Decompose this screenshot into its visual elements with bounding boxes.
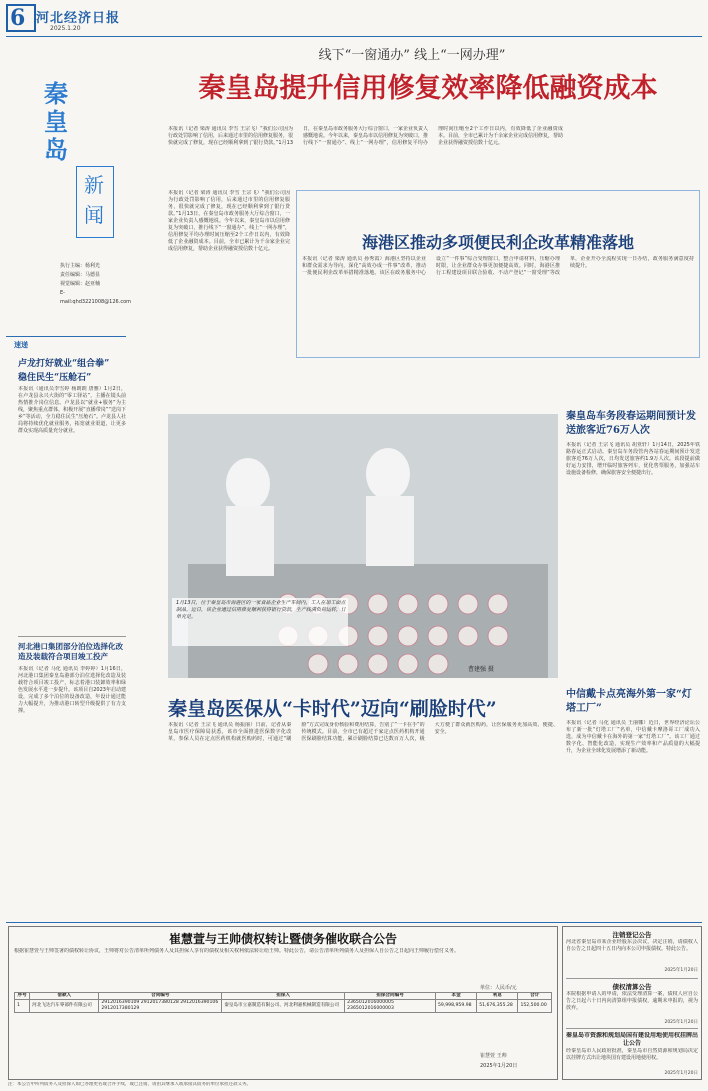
sidebar-section: 新闻 bbox=[84, 173, 104, 227]
table-cell: 152,500.00 bbox=[518, 1000, 552, 1013]
classified-divider bbox=[566, 1028, 698, 1029]
sidebar bbox=[0, 40, 131, 1040]
second-story-text: 本报讯（记者 梁涛 通讯员 孙秀霞）海港区坚持以企业和群众需求为导向，深化“高效办成一件事”改革，推动一批便民利企改革举措精准落地。该区在政务服务中心设立“一件事”综合受理窗口，整合申请材料，压缩办理时限，让企业群众办事更加便捷高效。同时，海港区推行工程建设项目联合验收、不动产登记“一窗受理”等改革，企业开办全流程实现一日办结，政务服务满意度持续提升。 bbox=[302, 256, 694, 276]
sidebar-city: 秦皇岛 bbox=[44, 79, 68, 164]
photo-credit: 曹建强 摄 bbox=[468, 666, 494, 673]
classified-text: 河北省秦皇岛市某企业经股东会决议，决定注销，请债权人自公告之日起四十五日内向本公司申报债权。特此公告。 bbox=[566, 939, 698, 952]
footer-note: 注：本公告中所列债务人及担保人如已办理更名或合并手续，或已注销，请由其继承人或承接其债务的单位承担还款义务。 bbox=[8, 1082, 251, 1087]
medical-headline: 秦皇岛医保从“卡时代”迈向“刷脸时代” bbox=[168, 698, 497, 720]
credit-line: 执行主编：杨利光 bbox=[60, 263, 101, 269]
table-cell: 59,998,959.98 bbox=[435, 1000, 476, 1013]
notice-signer: 崔慧萱 王帅 bbox=[480, 1053, 507, 1059]
notice-unit: 单位：人民币/元 bbox=[480, 985, 517, 991]
top-kicker: 线下“一窗通办” 线上“一网办理” bbox=[318, 48, 506, 63]
credit-line: E-mail:qhd3221008@126.com bbox=[60, 290, 131, 305]
photo-caption: 1月13日，位于秦皇岛市海港区的一家食品企业生产车间内，工人在加工面点制品。近日，该企业通过信用修复顺利获得银行贷款，生产线满负荷运转，订单充足。 bbox=[176, 600, 346, 620]
credit-line: 视觉编辑：赵亚楠 bbox=[60, 281, 101, 287]
paper-name: 河北经济日报 bbox=[36, 11, 121, 26]
brief1-title: 卢龙打好就业“组合拳” bbox=[18, 359, 110, 369]
brief1-subtitle: 稳住民生“压舱石” bbox=[18, 373, 92, 383]
column-header: 合计 bbox=[518, 993, 552, 1000]
page-number: 6 bbox=[10, 5, 26, 31]
brief-label: 速递 bbox=[14, 341, 28, 349]
brief2-text: 本报讯（记者 马化 通讯员 李婷婷）1月16日，河北港口集团秦皇岛港部分泊位选择化改造及装载符合项目竣工投产，标志着港口装卸效率和绿色发展水平进一步提升。该项目自2023年启动建设，完成了多个泊位的设备改造，年设计通过能力大幅提升，为推动港口转型升级提供了有力支撑。 bbox=[18, 666, 126, 714]
brief-divider bbox=[18, 636, 126, 637]
column-header: 担保人 bbox=[222, 993, 345, 1000]
table-cell: 秦皇岛市立嘉制造有限公司、河北利嘉机械制造有限公司 bbox=[222, 1000, 345, 1013]
notice-intro: 根据崔慧萱与王帅签署的债权转让协议，王帅将对公告清单所列债务人及其担保人享有的债权及相关权利依法转让给王帅。特此公告，请公告清单所列债务人及担保人自公告之日起向王帅履行偿付义务。 bbox=[14, 948, 460, 954]
right-headline-1: 秦皇岛车务段春运期间预计发送旅客近76万人次 bbox=[566, 411, 696, 436]
credit-line: 责任编辑：马德显 bbox=[60, 272, 101, 278]
classified-divider bbox=[566, 978, 698, 979]
masthead bbox=[0, 0, 708, 38]
notice-table bbox=[14, 992, 552, 1013]
brief1-text: 本报讯（通讯员李雪婷 杨朗朗 唐雅）1月2日，在卢龙县永兴大街的“零工驿站”，主播在镜头前热情推介岗位信息。卢龙县以“就业+服务”为主线，聚焦重点群体，积极开展“直播带岗”“送岗下乡”等活动，全力稳住民生“压舱石”。卢龙县人社局将持续优化就业服务，拓宽就业渠道，让更多群众实现高质量充分就业。 bbox=[18, 386, 126, 434]
top-headline: 秦皇岛提升信用修复效率降低融资成本 bbox=[198, 73, 658, 104]
top-story-col1: 本报讯（记者 梁涛 通讯员 李雪 王宗飞）“我们公司因为行政处罚影响了信用，后来通过市里的信用修复服务，很快就完成了修复，现在已经顺利拿到了银行贷款。”1月13日，在秦皇岛市政务服务大厅综合窗口，一家企业负责人感慨地说。今年以来，秦皇岛市以信用修复为突破口，推行线下“一窗通办”、线上“一网办理”，信用修复平均办理时间压缩至2个工作日以内，有效降低了企业融资成本。目前，全市已累计为千余家企业完成信用修复，帮助企业获得融资授信数十亿元。 bbox=[168, 190, 290, 252]
classified-title: 秦皇岛市资源和规划局国有建设用地使用权挂牌出让公告 bbox=[566, 1032, 698, 1047]
classified-2 bbox=[566, 982, 698, 1026]
column-header: 合同编号 bbox=[99, 993, 222, 1000]
table-row bbox=[15, 1000, 552, 1013]
masthead-rule bbox=[6, 36, 702, 37]
classified-text: 经秦皇岛市人民政府批准，秦皇岛市自然资源和规划局决定以挂牌方式出让地块国有建设用地使用权。 bbox=[566, 1048, 698, 1061]
brief2-title: 河北港口集团部分泊位选择化改造及装载符合项目竣工投产 bbox=[18, 642, 123, 661]
sidebar-rule bbox=[6, 336, 126, 337]
column-header: 担保合同编号 bbox=[345, 993, 436, 1000]
classified-title: 债权清算公告 bbox=[612, 983, 652, 991]
table-cell: 2365012016000005 2365012016000003 bbox=[345, 1000, 436, 1013]
classified-title: 注销登记公告 bbox=[612, 931, 652, 939]
column-header: 序号 bbox=[15, 993, 30, 1000]
classified-date: 2025年1月20日 bbox=[664, 968, 698, 973]
classified-1 bbox=[566, 930, 698, 976]
table-cell: 2912016390109 2912017380128 2912016390106 2912017380129 bbox=[99, 1000, 222, 1013]
column-header: 利息 bbox=[477, 993, 518, 1000]
sidebar-credits bbox=[60, 262, 131, 307]
classified-3 bbox=[566, 1032, 698, 1078]
news-photo bbox=[168, 414, 558, 678]
right-story2-text: 本报讯（记者 马化 通讯员 王丽娜）近日，世界经济论坛公布了新一批“灯塔工厂”名单，中信戴卡摩洛哥工厂成功入选，成为中信戴卡在海外的第一家“灯塔工厂”。该工厂通过数字化、智能化改造，实现生产效率和产品质量的大幅提升，为企业全球化发展增添了新动能。 bbox=[566, 720, 700, 754]
classified-date: 2025年1月20日 bbox=[664, 1071, 698, 1076]
table-cell: 51,676,355.28 bbox=[477, 1000, 518, 1013]
issue-date: 2025.1.20 bbox=[50, 25, 81, 32]
table-cell: 1 bbox=[15, 1000, 30, 1013]
medical-story-text: 本报讯（记者 王宗飞 通讯员 杨振丽）日前，记者从秦皇岛市医疗保障局获悉，该市全面推进医保数字化改革，参保人员在定点医药机构就医购药时，可通过“刷脸”方式完成身份核验和费用结算，告别了“一卡在手”的传统模式。目前，全市已有超过千家定点医药机构开通医保刷脸结算功能，累计刷脸结算已达数百万人次，极大方便了群众就医购药，让医保服务更加高效、便捷、安全。 bbox=[168, 722, 558, 742]
right-story1-text: 本报讯（记者 王宗飞 通讯员 胡亚轩）1月14日，2025年铁路春运正式启动。秦皇岛车务段管内各站春运期间预计发送旅客近76万人次，日均发送旅客约1.9万人次。该段提前做好运力安排，增开临时旅客列车，优化售票服务，加强站车设施设备检修，确保旅客安全便捷出行。 bbox=[566, 442, 700, 476]
classified-date: 2025年1月20日 bbox=[664, 1020, 698, 1025]
column-header: 本金 bbox=[435, 993, 476, 1000]
column-header: 借款人 bbox=[30, 993, 99, 1000]
top-story-text: 本报讯（记者 梁涛 通讯员 李雪 王宗飞）“我们公司因为行政处罚影响了信用，后来通过市里的信用修复服务，很快就完成了修复，现在已经顺利拿到了银行贷款。”1月13日，在秦皇岛市政务服务大厅综合窗口，一家企业负责人感慨地说。今年以来，秦皇岛市以信用修复为突破口，推行线下“一窗通办”、线上“一网办理”，信用修复平均办理时间压缩至2个工作日以内，有效降低了企业融资成本。目前，全市已累计为千余家企业完成信用修复，帮助企业获得融资授信数十亿元。 bbox=[168, 126, 564, 146]
notice-rule bbox=[6, 922, 702, 923]
second-headline: 海港区推动多项便民利企改革精准落地 bbox=[361, 233, 634, 252]
table-cell: 河北飞达汽车零部件有限公司 bbox=[30, 1000, 99, 1013]
classified-text: 本院根据申请人的申请，依法受理清算一案，债权人应自公告之日起六十日内向清算组申报债权，逾期未申报的，视为放弃。 bbox=[566, 991, 698, 1011]
notice-title: 崔慧萱与王帅债权转让暨债务催收联合公告 bbox=[168, 932, 397, 946]
notice-sign-date: 2025年1月20日 bbox=[480, 1063, 518, 1069]
right-headline-2: 中信戴卡点亮海外第一家“灯塔工厂” bbox=[566, 689, 692, 714]
table-header-row bbox=[15, 993, 552, 1000]
